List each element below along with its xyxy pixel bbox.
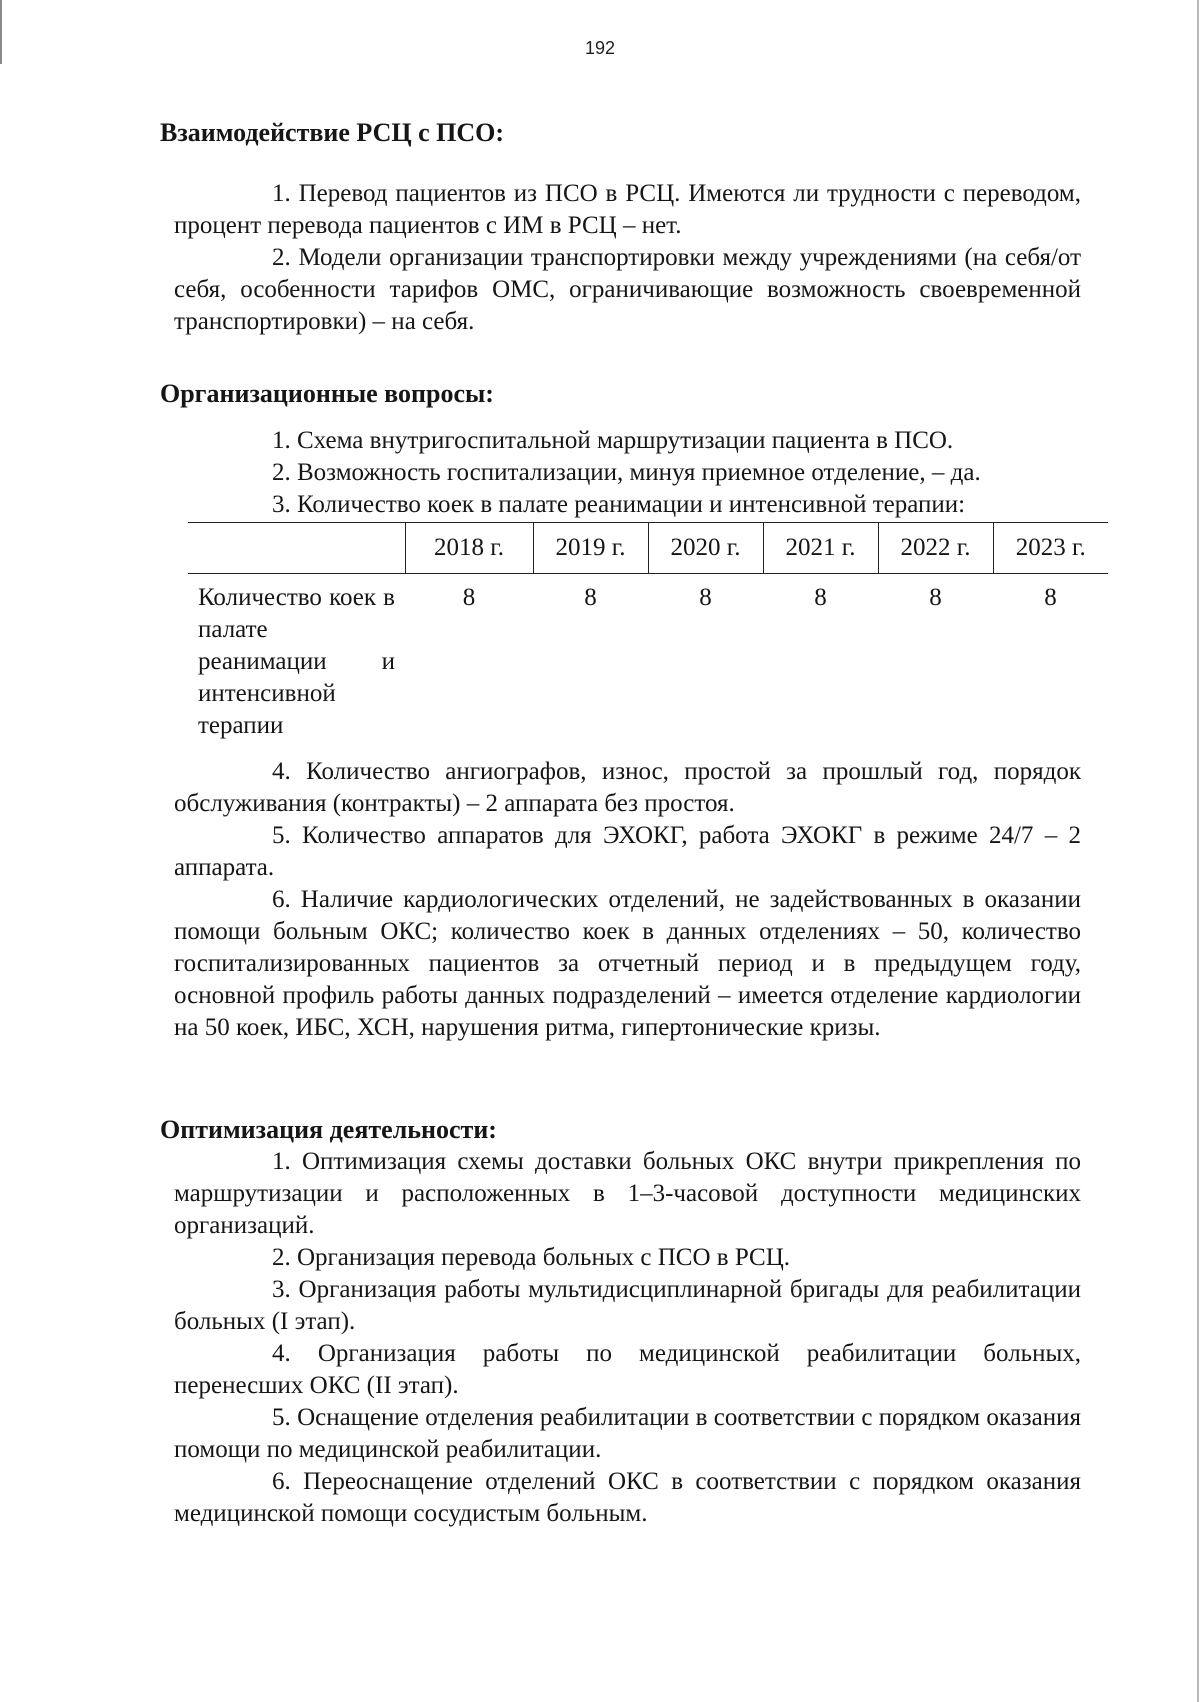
organizational-item-4: 4. Количество ангиографов, износ, простой за прошлый год, порядок обслуживания (контракты) – 2 аппарата без простоя.	[174, 758, 1081, 817]
section-heading-interaction: Взаимодействие РСЦ с ПСО:	[160, 118, 505, 147]
optimization-item-6: 6. Переоснащение отделений ОКС в соответствии с порядком оказания медицинской помощи сосудистым больным.	[174, 1468, 1081, 1527]
table-header-year: 2019 г.	[533, 523, 648, 574]
table-header-year: 2020 г.	[648, 523, 763, 574]
icu-beds-table	[188, 522, 1108, 743]
table-cell-value: 8	[929, 584, 942, 611]
organizational-item-3: 3. Количество коек в палате реанимации и интенсивной терапии:	[272, 491, 966, 518]
organizational-item-2: 2. Возможность госпитализации, минуя приемное отделение, – да.	[272, 459, 981, 486]
table-header-empty-cell	[188, 523, 405, 574]
table-header-year: 2022 г.	[878, 523, 993, 574]
table-cell-value: 8	[462, 584, 476, 611]
table-row	[188, 574, 1108, 744]
scan-edge-right	[1197, 0, 1199, 1702]
optimization-item-4: 4. Организация работы по медицинской реабилитации больных, перенесших ОКС (II этап).	[174, 1340, 1081, 1399]
table-cell-value: 8	[814, 584, 827, 611]
table-cell-value: 8	[1044, 584, 1057, 611]
organizational-item-6: 6. Наличие кардиологических отделений, не задействованных в оказании помощи больным ОКС; количество коек в данных отделениях – 50, количество госпитализированных пациентов за отчетный период и в предыдущем году, основной профиль работы данных подразделений – имеется отделение кардиологии на 50 коек, ИБС, ХСН, нарушения ритма, гипертонические кризы.	[174, 886, 1081, 1041]
table-header-year: 2021 г.	[763, 523, 878, 574]
table-row-label: Количество коек в палате реанимации и интенсивной терапии	[198, 584, 395, 739]
optimization-item-1: 1. Оптимизация схемы доставки больных ОКС внутри прикрепления по маршрутизации и расположенных в 1–3-часовой доступности медицинских организаций.	[174, 1148, 1081, 1239]
table-header-row	[188, 523, 1108, 574]
table-header-year: 2018 г.	[405, 523, 533, 574]
optimization-item-3: 3. Организация работы мультидисциплинарной бригады для реабилитации больных (I этап).	[174, 1276, 1081, 1335]
optimization-item-5: 5. Оснащение отделения реабилитации в соответствии с порядком оказания помощи по медицинской реабилитации.	[174, 1404, 1081, 1463]
table-cell-value: 8	[699, 584, 712, 611]
interaction-item-2: 2. Модели организации транспортировки между учреждениями (на себя/от себя, особенности тарифов ОМС, ограничивающие возможность своевременной транспортировки) – на себя.	[174, 244, 1081, 335]
interaction-item-1: 1. Перевод пациентов из ПСО в РСЦ. Имеются ли трудности с переводом, процент перевода пациентов с ИМ в РСЦ – нет.	[174, 180, 1081, 239]
section-heading-optimization: Оптимизация деятельности:	[160, 1115, 497, 1144]
section-heading-organizational: Организационные вопросы:	[160, 379, 494, 408]
organizational-item-5: 5. Количество аппаратов для ЭХОКГ, работа ЭХОКГ в режиме 24/7 – 2 аппарата.	[174, 822, 1081, 881]
page-number: 192	[584, 38, 616, 58]
table-header-year: 2023 г.	[993, 523, 1108, 574]
organizational-item-1: 1. Схема внутригоспитальной маршрутизации пациента в ПСО.	[272, 427, 954, 454]
table-cell-value: 8	[584, 584, 597, 611]
optimization-item-2: 2. Организация перевода больных с ПСО в РСЦ.	[272, 1244, 791, 1271]
